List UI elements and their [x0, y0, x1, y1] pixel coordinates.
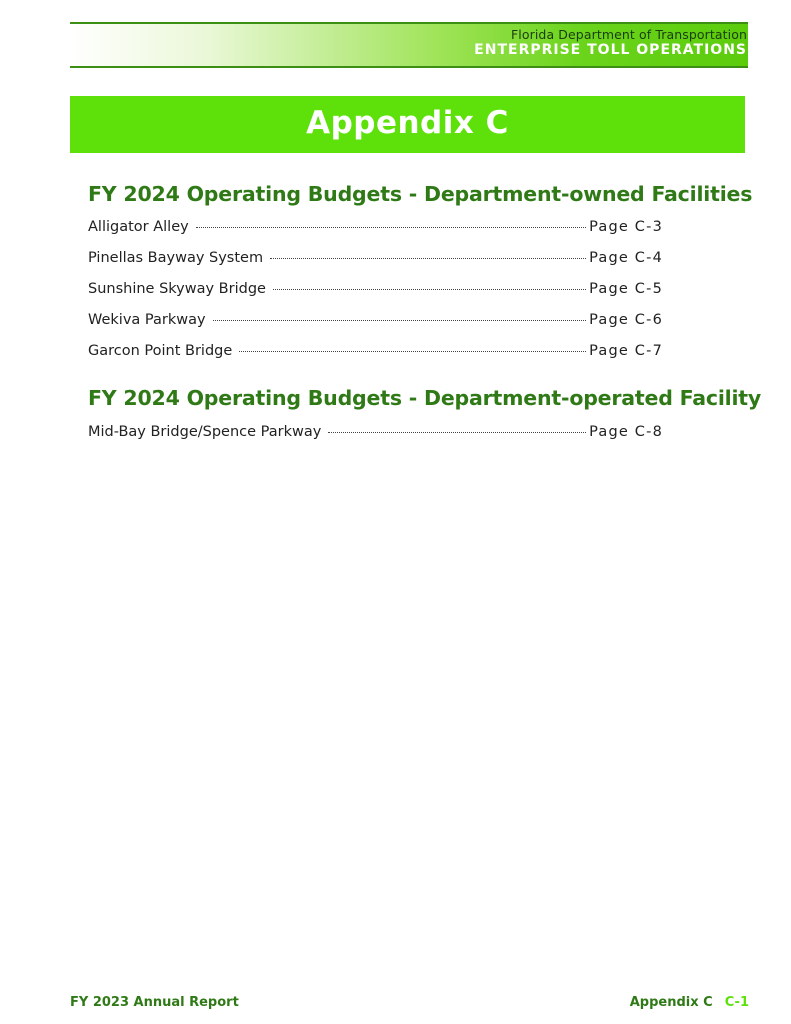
toc-entry-garcon-point[interactable] — [88, 343, 663, 363]
dot-leader — [239, 351, 586, 352]
toc-entry-label: Mid-Bay Bridge/Spence Parkway — [88, 424, 322, 440]
toc-entry-pinellas-bayway[interactable] — [88, 250, 663, 270]
toc-entry-page: Page C-5 — [589, 281, 663, 297]
page-title: Appendix C — [306, 105, 509, 141]
footer-page-number: C-1 — [724, 995, 749, 1010]
toc-entry-page: Page C-8 — [589, 424, 663, 440]
dot-leader — [270, 258, 586, 259]
dot-leader — [273, 289, 586, 290]
section-heading-operated: FY 2024 Operating Budgets - Department-operated Facility — [88, 386, 762, 410]
toc-entry-wekiva-parkway[interactable] — [88, 312, 663, 332]
toc-entry-alligator-alley[interactable] — [88, 219, 663, 239]
header-division: ENTERPRISE TOLL OPERATIONS — [474, 42, 747, 58]
footer-report-title: FY 2023 Annual Report — [70, 995, 239, 1010]
toc-entry-label: Garcon Point Bridge — [88, 343, 233, 359]
toc-entry-page: Page C-7 — [589, 343, 663, 359]
toc-entry-label: Sunshine Skyway Bridge — [88, 281, 266, 297]
toc-entry-mid-bay-bridge[interactable] — [88, 424, 663, 444]
dot-leader — [328, 432, 586, 433]
footer-appendix-label: Appendix C — [629, 995, 713, 1010]
dot-leader — [213, 320, 587, 321]
toc-entry-label: Pinellas Bayway System — [88, 250, 264, 266]
title-banner — [70, 96, 745, 153]
toc-entry-page: Page C-4 — [589, 250, 663, 266]
header-agency: Florida Department of Transportation — [511, 27, 747, 42]
footer-page-label — [630, 995, 749, 1010]
toc-entry-sunshine-skyway[interactable] — [88, 281, 663, 301]
toc-entry-page: Page C-3 — [589, 219, 663, 235]
dot-leader — [196, 227, 586, 228]
toc-entry-page: Page C-6 — [589, 312, 663, 328]
section-heading-owned: FY 2024 Operating Budgets - Department-owned Facilities — [88, 182, 753, 206]
toc-entry-label: Alligator Alley — [88, 219, 189, 235]
toc-entry-label: Wekiva Parkway — [88, 312, 206, 328]
